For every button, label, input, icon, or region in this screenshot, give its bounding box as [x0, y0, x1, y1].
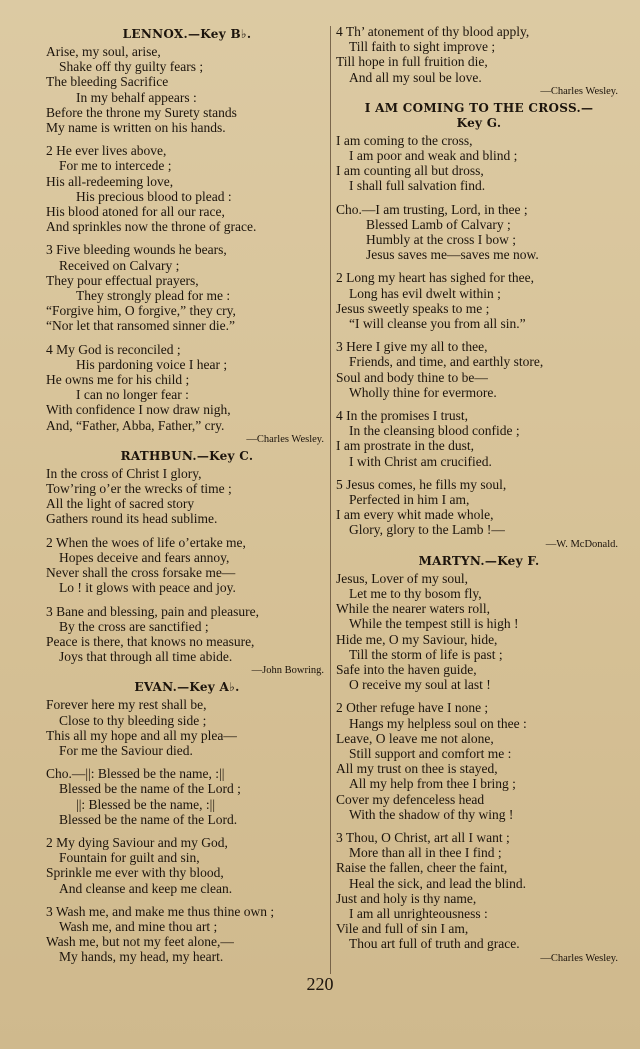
verse-line: I am all unrighteousness :	[349, 905, 488, 921]
hymn-verse	[46, 535, 328, 596]
hymn-title: I AM COMING TO THE CROSS.—	[364, 100, 594, 115]
verse-line: Received on Calvary ;	[59, 257, 180, 273]
verse-line: For me the Saviour died.	[59, 742, 193, 758]
verse-line: 2 My dying Saviour and my God,	[46, 834, 228, 850]
verse-line: In the cross of Christ I glory,	[46, 465, 202, 481]
verse-line: Glory, glory to the Lamb !—	[349, 522, 505, 538]
verse-line: Friends, and time, and earthly store,	[349, 354, 544, 370]
verse-line: Thou art full of truth and grace.	[349, 936, 520, 952]
verse-line: Let me to thy bosom fly,	[349, 585, 482, 601]
verse-line: While the tempest still is high !	[349, 616, 519, 632]
verse-line: Wash me, and mine thou art ;	[59, 918, 218, 934]
verse-line: “Nor let that ransomed sinner die.”	[46, 318, 235, 334]
verse-line: And, “Father, Abba, Father,” cry.	[46, 417, 225, 433]
verse-line: Long has evil dwelt within ;	[349, 285, 501, 301]
left-column	[46, 24, 328, 965]
hymn-author: —W. McDonald.	[545, 538, 618, 550]
hymn-title: MARTYN.—Key F.	[418, 553, 540, 568]
verse-line: ||: Blessed be the name, :||	[76, 796, 216, 812]
hymn-verse	[46, 904, 328, 965]
verse-line: Gathers round its head sublime.	[46, 511, 218, 527]
hymn-author: —Charles Wesley.	[540, 85, 618, 97]
verse-line: With confidence I now draw nigh,	[46, 402, 231, 418]
verse-line: Leave, O leave me not alone,	[336, 730, 494, 746]
verse-line: All my trust on thee is stayed,	[336, 761, 498, 777]
verse-line: Peace is there, that knows no measure,	[46, 633, 255, 649]
hymn-verse	[336, 700, 622, 822]
hymn-verse	[46, 835, 328, 896]
verse-line: Tow’ring o’er the wrecks of time ;	[46, 481, 232, 497]
right-column	[336, 24, 622, 965]
verse-line: Joys that through all time abide.	[59, 649, 233, 665]
verse-line: Soul and body thine to be—	[336, 369, 488, 385]
verse-line: Vile and full of sin I am,	[336, 921, 469, 937]
verse-line: His all-redeeming love,	[46, 173, 174, 189]
verse-line: They strongly plead for me :	[76, 288, 231, 304]
hymn-verse	[46, 604, 328, 665]
verse-line: This all my hope and all my plea—	[46, 727, 237, 743]
verse-line: By the cross are sanctified ;	[59, 618, 209, 634]
verse-line: O receive my soul at last !	[349, 677, 491, 693]
verse-line: 3 Bane and blessing, pain and pleasure,	[46, 603, 259, 619]
hymn-verse	[336, 830, 622, 952]
verse-line: Cover my defenceless head	[336, 791, 485, 807]
verse-line: Forever here my rest shall be,	[46, 697, 207, 713]
verse-line: Jesus saves me—saves me now.	[366, 247, 539, 263]
verse-line: I shall full salvation find.	[349, 178, 486, 194]
verse-line: I can no longer fear :	[76, 387, 189, 403]
verse-line: 3 Wash me, and make me thus thine own ;	[46, 903, 275, 919]
verse-line: I with Christ am crucified.	[349, 453, 492, 469]
verse-line: Never shall the cross forsake me—	[46, 565, 236, 581]
verse-line: Jesus sweetly speaks to me ;	[336, 300, 490, 316]
verse-line: Humbly at the cross I bow ;	[366, 232, 516, 248]
hymn-verse	[46, 466, 328, 527]
verse-line: Cho.—I am trusting, Lord, in thee ;	[336, 201, 528, 217]
verse-line: Blessed be the name of the Lord ;	[59, 781, 241, 797]
verse-line: Till hope in full fruition die,	[336, 54, 488, 70]
column-divider	[330, 26, 331, 974]
verse-line: Blessed be the name of the Lord.	[59, 811, 238, 827]
hymn-key: Key G.	[456, 115, 502, 130]
hymn-title: EVAN.—Key A♭.	[134, 680, 240, 695]
hymn-verse	[336, 270, 622, 331]
hymn-verse	[336, 339, 622, 400]
verse-line: I am coming to the cross,	[336, 132, 473, 148]
hymn-verse	[336, 202, 622, 263]
verse-line: His pardoning voice I hear ;	[76, 356, 228, 372]
verse-line: Before the throne my Surety stands	[46, 104, 237, 120]
verse-line: They pour effectual prayers,	[46, 272, 199, 288]
verse-line: All my help from thee I bring ;	[349, 776, 516, 792]
verse-line: My name is written on his hands.	[46, 120, 226, 136]
verse-line: Hide me, O my Saviour, hide,	[336, 631, 498, 647]
verse-line: 2 Other refuge have I none ;	[336, 700, 489, 716]
hymn-verse	[336, 477, 622, 538]
verse-line: 2 Long my heart has sighed for thee,	[336, 270, 534, 286]
hymn-verse	[46, 342, 328, 433]
verse-line: 3 Five bleeding wounds he bears,	[46, 242, 227, 258]
verse-line: I am every whit made whole,	[336, 507, 494, 523]
hymn-verse	[336, 24, 622, 85]
hymn-author: —Charles Wesley.	[540, 952, 618, 964]
hymn-title: RATHBUN.—Key C.	[120, 448, 254, 463]
verse-line: “Forgive him, O forgive,” they cry,	[46, 303, 236, 319]
verse-line: Shake off thy guilty fears ;	[59, 59, 204, 75]
verse-line: The bleeding Sacrifice	[46, 74, 169, 90]
hymn-verse	[336, 133, 622, 194]
verse-line: Heal the sick, and lead the blind.	[349, 875, 526, 891]
verse-line: 5 Jesus comes, he fills my soul,	[336, 476, 507, 492]
verse-line: Hopes deceive and fears annoy,	[59, 549, 230, 565]
hymn-author: —Charles Wesley.	[246, 433, 324, 445]
verse-line: Sprinkle me ever with thy blood,	[46, 865, 224, 881]
hymn-author: —John Bowring.	[251, 665, 324, 677]
verse-line: Till the storm of life is past ;	[349, 646, 503, 662]
verse-line: In my behalf appears :	[76, 89, 197, 105]
verse-line: I am counting all but dross,	[336, 163, 484, 179]
verse-line: I am poor and weak and blind ;	[349, 148, 518, 164]
hymn-verse	[46, 44, 328, 135]
hymn-title: LENNOX.—Key B♭.	[122, 27, 252, 41]
hymn-verse	[46, 242, 328, 333]
verse-line: Perfected in him I am,	[349, 492, 470, 508]
page-number: 220	[306, 974, 334, 994]
verse-line: More than all in thee I find ;	[349, 845, 502, 861]
verse-line: All the light of sacred story	[46, 496, 195, 512]
verse-line: Cho.—||: Blessed be the name, :||	[46, 766, 225, 782]
verse-line: 3 Thou, O Christ, art all I want ;	[336, 829, 510, 845]
verse-line: His blood atoned for all our race,	[46, 204, 225, 220]
verse-line: Wholly thine for evermore.	[349, 384, 497, 400]
hymn-verse	[46, 697, 328, 758]
verse-line: Hangs my helpless soul on thee :	[349, 715, 527, 731]
verse-line: 2 When the woes of life o’ertake me,	[46, 534, 246, 550]
verse-line: And cleanse and keep me clean.	[59, 880, 233, 896]
verse-line: Lo ! it glows with peace and joy.	[59, 580, 236, 596]
verse-line: In the cleansing blood confide ;	[349, 423, 520, 439]
hymn-verse	[336, 571, 622, 693]
verse-line: And all my soul be love.	[349, 69, 482, 85]
verse-line: 3 Here I give my all to thee,	[336, 339, 488, 355]
verse-line: He owns me for his child ;	[46, 372, 190, 388]
verse-line: Just and holy is thy name,	[336, 890, 477, 906]
verse-line: For me to intercede ;	[59, 158, 172, 174]
hymn-verse	[336, 408, 622, 469]
verse-line: 4 My God is reconciled ;	[46, 341, 181, 357]
verse-line: And sprinkles now the throne of grace.	[46, 219, 257, 235]
verse-line: “I will cleanse you from all sin.”	[349, 316, 526, 332]
verse-line: Close to thy bleeding side ;	[59, 712, 207, 728]
verse-line: With the shadow of thy wing !	[349, 806, 514, 822]
verse-line: Wash me, but not my feet alone,—	[46, 934, 234, 950]
verse-line: 4 In the promises I trust,	[336, 408, 468, 424]
verse-line: 2 He ever lives above,	[46, 143, 167, 159]
hymn-verse	[46, 766, 328, 827]
verse-line: Till faith to sight improve ;	[349, 39, 496, 55]
verse-line: I am prostrate in the dust,	[336, 438, 474, 454]
verse-line: While the nearer waters roll,	[336, 601, 491, 617]
verse-line: His precious blood to plead :	[76, 188, 232, 204]
verse-line: My hands, my head, my heart.	[59, 949, 224, 965]
verse-line: Safe into the haven guide,	[336, 661, 477, 677]
verse-line: Blessed Lamb of Calvary ;	[366, 216, 511, 232]
verse-line: Jesus, Lover of my soul,	[336, 570, 468, 586]
hymn-verse	[46, 143, 328, 234]
verse-line: 4 Th’ atonement of thy blood apply,	[336, 24, 530, 39]
verse-line: Arise, my soul, arise,	[46, 44, 161, 59]
verse-line: Fountain for guilt and sin,	[59, 850, 200, 866]
verse-line: Raise the fallen, cheer the faint,	[336, 860, 508, 876]
verse-line: Still support and comfort me :	[349, 745, 512, 761]
